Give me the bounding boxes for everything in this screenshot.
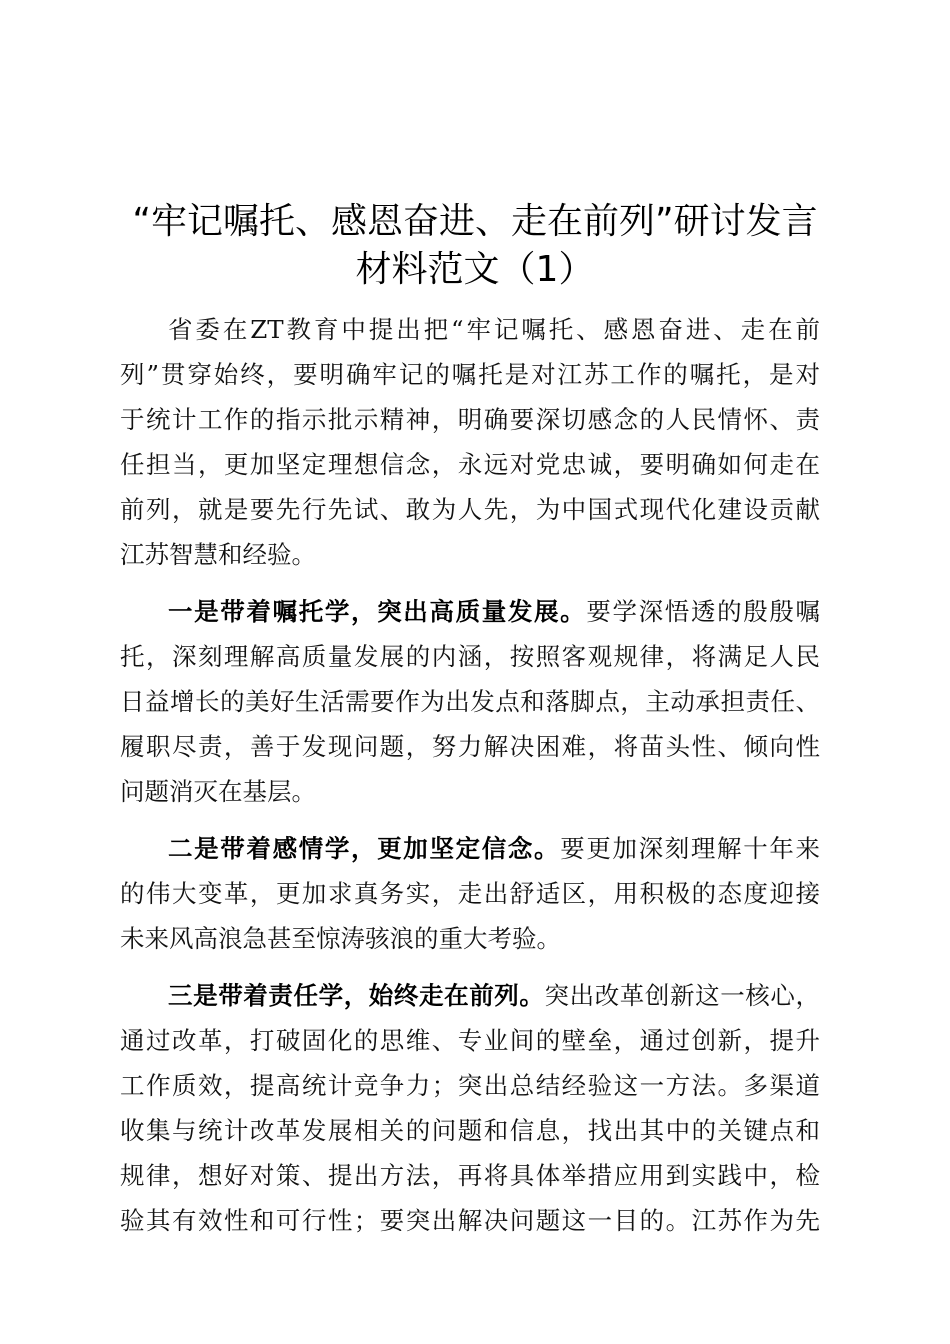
point-one-first-text: 要学深悟透的殷殷嘱 xyxy=(586,597,821,626)
title-line-1: “牢记嘱托、感恩奋进、走在前列”研讨发言 xyxy=(132,201,818,242)
paragraph-line: 规律，想好对策、提出方法，再将具体举措应用到实践中，检 xyxy=(120,1161,820,1190)
document-title xyxy=(60,198,890,294)
paragraph-line: 履职尽责，善于发现问题，努力解决困难，将苗头性、倾向性 xyxy=(120,732,820,761)
point-three-heading: 三是带着责任学，始终走在前列。 xyxy=(168,981,545,1010)
paragraph-line: 问题消灭在基层。 xyxy=(120,777,316,806)
paragraph-first-line xyxy=(120,589,820,634)
paragraph-first-line xyxy=(120,826,820,871)
paragraph-line: 任担当，更加坚定理想信念，永远对党忠诚，要明确如何走在 xyxy=(120,450,820,479)
paragraph-line: 未来风高浪急甚至惊涛骇浪的重大考验。 xyxy=(120,924,561,953)
title-line-2: 材料范文（1） xyxy=(355,249,595,290)
point-three-first-text: 突出改革创新这一核心， xyxy=(544,981,820,1010)
document-body xyxy=(120,307,820,1243)
paragraph-line: 省委在ZT教育中提出把“牢记嘱托、感恩奋进、走在前 xyxy=(168,315,820,344)
point-one-paragraph xyxy=(120,589,820,814)
point-two-paragraph xyxy=(120,826,820,961)
paragraph-line: 验其有效性和可行性；要突出解决问题这一目的。江苏作为先 xyxy=(120,1206,820,1235)
paragraph-line: 托，深刻理解高质量发展的内涵，按照客观规律，将满足人民 xyxy=(120,642,820,671)
paragraph-line: 通过改革，打破固化的思维、专业间的壁垒，通过创新，提升 xyxy=(120,1026,820,1055)
point-two-heading: 二是带着感情学，更加坚定信念。 xyxy=(168,834,561,863)
paragraph-line: 的伟大变革，更加求真务实，走出舒适区，用积极的态度迎接 xyxy=(120,879,820,908)
paragraph-line: 收集与统计改革发展相关的问题和信息，找出其中的关键点和 xyxy=(120,1116,820,1145)
paragraph-line: 江苏智慧和经验。 xyxy=(120,540,316,569)
paragraph-line: 工作质效，提高统计竞争力；突出总结经验这一方法。多渠道 xyxy=(120,1071,820,1100)
paragraph-first-line xyxy=(120,973,820,1018)
point-three-paragraph xyxy=(120,973,820,1243)
point-two-first-text: 要更加深刻理解十年来 xyxy=(560,834,820,863)
paragraph-line: 日益增长的美好生活需要作为出发点和落脚点，主动承担责任、 xyxy=(120,687,820,716)
paragraph-line: 前列，就是要先行先试、敢为人先，为中国式现代化建设贡献 xyxy=(120,495,820,524)
intro-paragraph xyxy=(120,307,820,577)
paragraph-line: 于统计工作的指示批示精神，明确要深切感念的人民情怀、责 xyxy=(120,405,820,434)
paragraph-line: 列”贯穿始终，要明确牢记的嘱托是对江苏工作的嘱托，是对 xyxy=(120,360,820,389)
point-one-heading: 一是带着嘱托学，突出高质量发展。 xyxy=(168,597,587,626)
